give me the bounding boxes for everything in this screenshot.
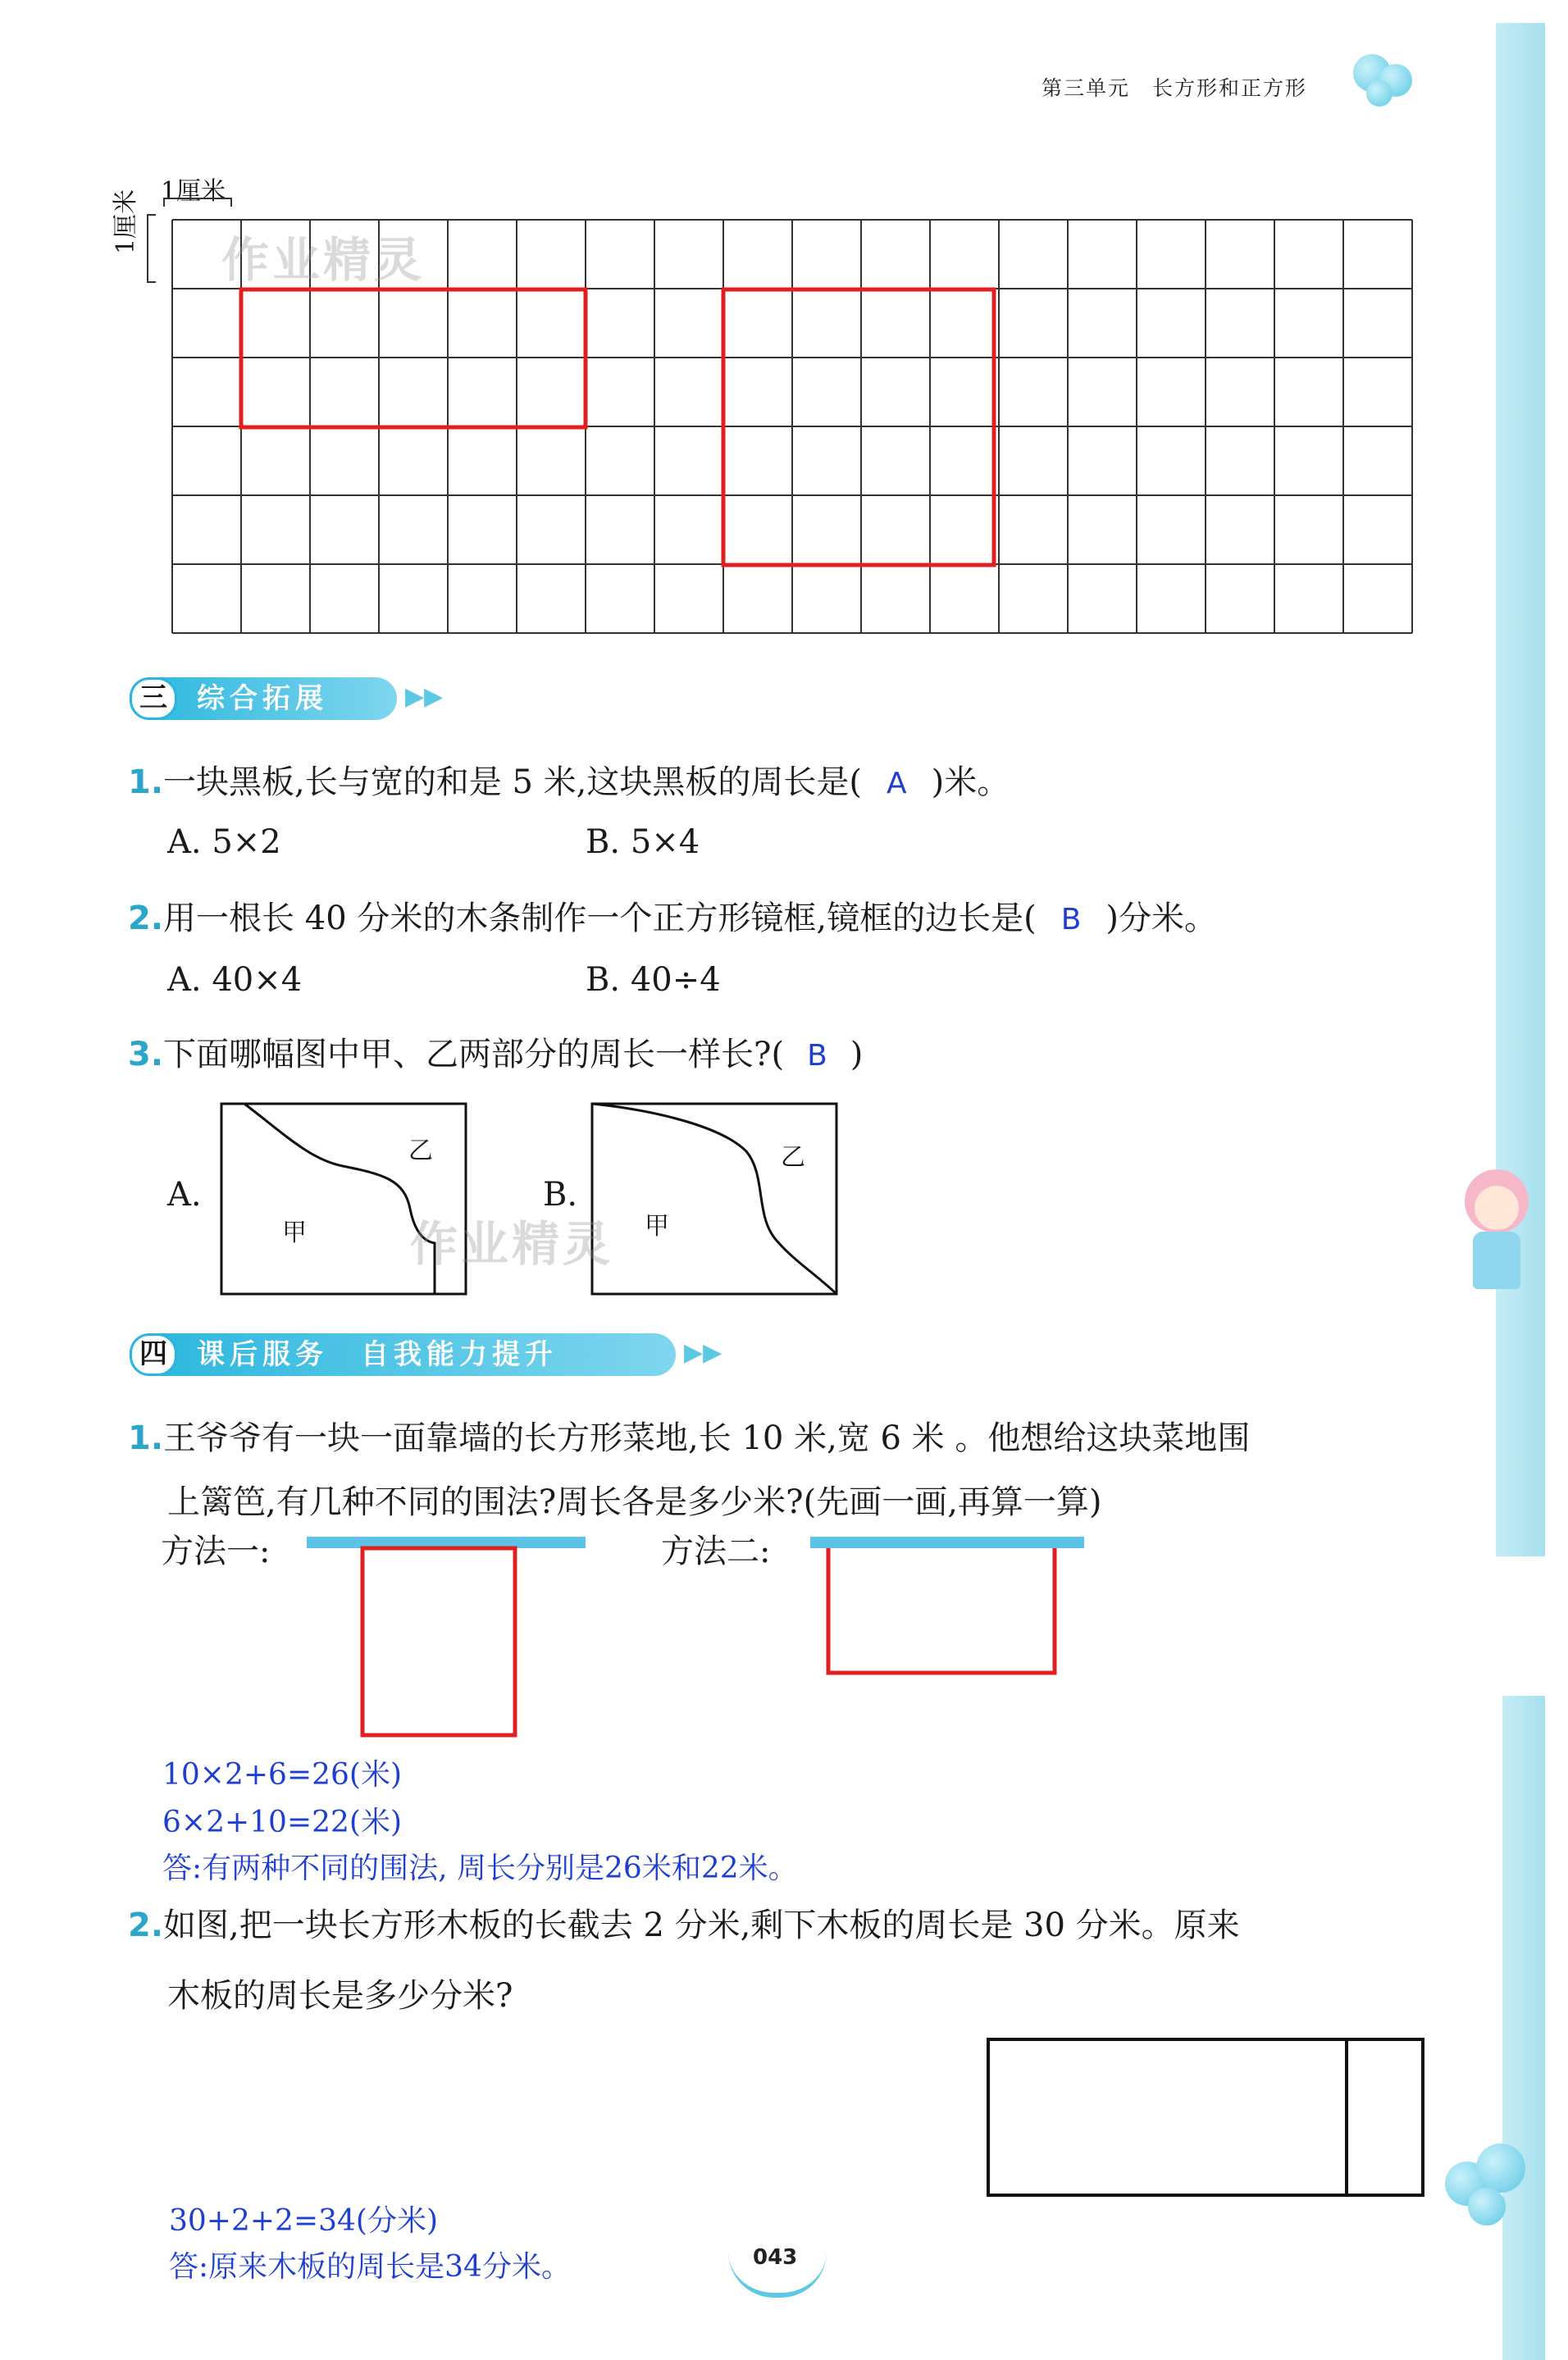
chapter-header: 第三单元 长方形和正方形 [1042,76,1308,100]
figure-a-label: A. [167,1176,202,1214]
watermark-2: 作业精灵 [410,1216,614,1272]
s4-q1-calc2: 6×2+10=22(米) [162,1806,403,1839]
page-number: 043 [753,2245,798,2270]
s3-q2-option-a: A. 40×4 [167,961,303,999]
figure-b-yi: 乙 [781,1143,805,1172]
figure-a-jia: 甲 [282,1219,307,1247]
unit-label-left: 1厘米 [112,189,140,254]
s4-q2-line1: 2.如图,把一块长方形木板的长截去 2 分米,剩下木板的周长是 30 分米。原来 [128,1907,1240,1944]
section3-number: 三 [130,677,177,720]
s3-q2-answer: B [1060,903,1082,936]
section4-title: 课后服务 自我能力提升 [197,1338,558,1371]
figure-a-yi: 乙 [408,1137,433,1165]
section3-title: 综合拓展 [197,682,328,715]
board-figure [986,2037,1427,2199]
s3-q1-answer: A [886,767,907,800]
figure-b-label: B. [543,1176,578,1214]
arrows-icon-2: ▶▶ [684,1338,722,1367]
fence-1 [362,1548,515,1735]
fence-2 [828,1548,1055,1673]
side-strip-bottom [1502,1696,1545,2360]
s3-q3: 3.下面哪幅图中甲、乙两部分的周长一样长?( B ) [128,1036,864,1073]
s3-q1: 1.一块黑板,长与宽的和是 5 米,这块黑板的周长是( A )米。 [128,763,1010,801]
arrows-icon: ▶▶ [405,682,444,711]
s4-q1-line1: 1.王爷爷有一块一面靠墙的长方形菜地,长 10 米,宽 6 米 。他想给这块菜地围 [128,1419,1251,1457]
s3-q3-answer: B [807,1039,827,1073]
s4-q2-calc: 30+2+2=34(分米) [169,2204,439,2238]
method1-label: 方法一: [161,1533,271,1570]
s3-q1-option-b: B. 5×4 [586,823,700,861]
s4-q2-answer: 答:原来木板的周长是34分米。 [169,2250,571,2284]
s4-q1-calc1: 10×2+6=26(米) [162,1758,403,1792]
section4-number: 四 [130,1333,177,1376]
s4-q2-line2: 木板的周长是多少分米? [167,1977,513,2015]
figure-b-jia: 甲 [645,1212,669,1241]
watermark: 作业精灵 [221,232,426,288]
unit-label-top: 1厘米 [161,177,226,206]
s4-q1-line2: 上篱笆,有几种不同的围法?周长各是多少米?(先画一画,再算一算) [167,1483,1102,1521]
wall-2 [810,1537,1084,1548]
s4-q1-answer: 答:有两种不同的围法, 周长分别是26米和22米。 [162,1852,798,1885]
s3-q1-option-a: A. 5×2 [167,823,281,861]
s3-q2: 2.用一根长 40 分米的木条制作一个正方形镜框,镜框的边长是( B )分米。 [128,900,1217,937]
s3-q2-option-b: B. 40÷4 [586,961,721,999]
method2-label: 方法二: [661,1533,771,1570]
